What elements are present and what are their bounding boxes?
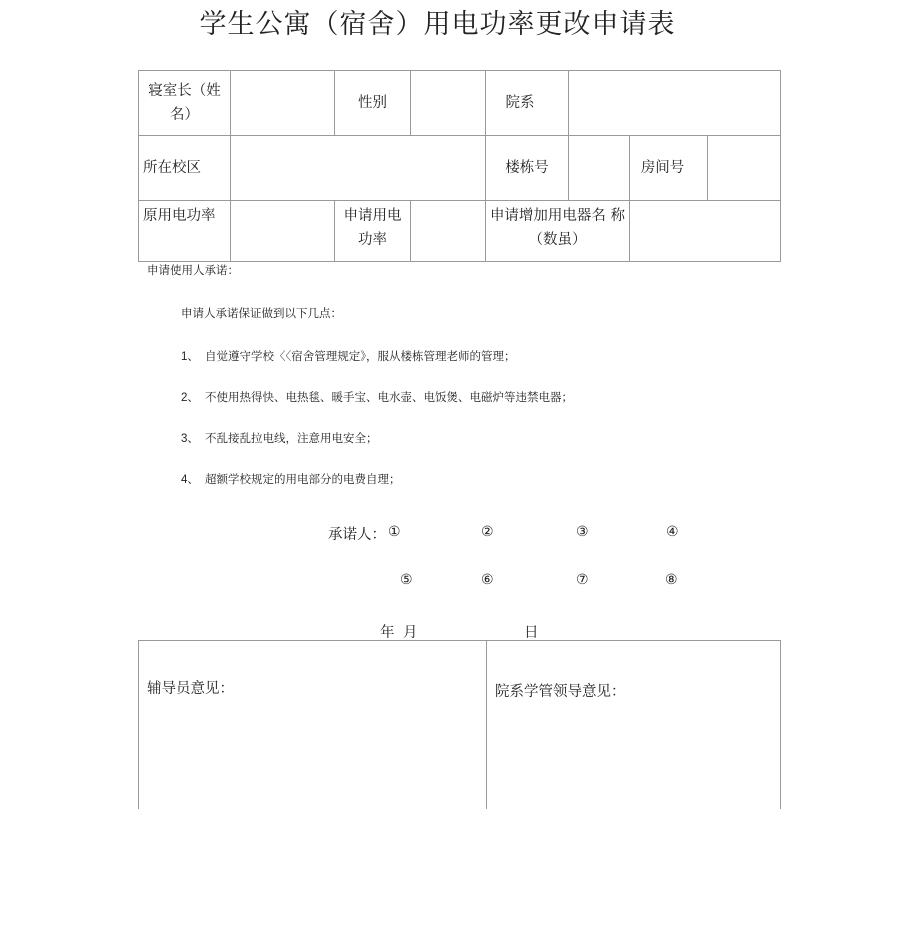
label-apply-power: 申请用电功率	[335, 201, 411, 262]
signer-slot-2[interactable]: ②	[481, 524, 494, 540]
date-day: 日	[524, 625, 539, 641]
label-campus: 所在校区	[139, 136, 231, 201]
label-gender: 性别	[335, 71, 411, 136]
field-building[interactable]	[569, 136, 630, 201]
signer-slot-8[interactable]: ⑧	[665, 572, 678, 588]
signer-slot-4[interactable]: ④	[666, 524, 679, 540]
field-room[interactable]	[708, 136, 781, 201]
pledge-item: 3、 不乱接乱拉电线，注意用电安全；	[181, 431, 378, 445]
label-add-appliance: 申请增加用电器名 称（数虽）	[486, 201, 630, 262]
field-gender[interactable]	[411, 71, 486, 136]
field-campus[interactable]	[231, 136, 486, 201]
label-department: 院系	[486, 71, 569, 136]
label-building: 楼栋号	[486, 136, 569, 201]
pledge-item: 4、 超额学校规定的用电部分的电费自理；	[181, 472, 401, 486]
label-room: 房间号	[630, 136, 708, 201]
pledge-item: 1、 自觉遵守学校〈〈宿舍管理规定》，服从楼栋管理老师的管理；	[181, 349, 516, 363]
field-original-power[interactable]	[231, 201, 335, 262]
field-head-name[interactable]	[231, 71, 335, 136]
signer-slot-1[interactable]: ①	[388, 524, 401, 540]
application-form-table	[138, 70, 781, 262]
label-original-power: 原用电功率	[139, 201, 231, 262]
field-apply-power[interactable]	[411, 201, 486, 262]
pledge-heading: 申请使用人承诺：	[147, 263, 239, 277]
signer-slot-5[interactable]: ⑤	[400, 572, 413, 588]
date-month: 月	[403, 625, 418, 641]
date-year: 年	[380, 625, 395, 641]
counselor-opinion-label: 辅导员意见：	[147, 681, 234, 697]
signer-slot-7[interactable]: ⑦	[576, 572, 589, 588]
signer-slot-6[interactable]: ⑥	[481, 572, 494, 588]
pledge-intro: 申请人承诺保证做到以下几点：	[181, 306, 342, 320]
label-head-name: 寝室长（姓名）	[139, 71, 231, 136]
opinions-divider	[486, 641, 487, 809]
signer-label: 承诺人：	[328, 527, 386, 543]
dept-leader-opinion-label: 院系学管领导意见：	[495, 684, 626, 700]
field-add-appliance[interactable]	[630, 201, 781, 262]
signer-slot-3[interactable]: ③	[576, 524, 589, 540]
page-title: 学生公寓（宿舍）用电功率更改申请表	[199, 9, 676, 40]
pledge-item: 2、 不使用热得快、电热毯、暖手宝、电水壶、电饭煲、电磁炉等违禁电器；	[181, 390, 573, 404]
field-department[interactable]	[569, 71, 781, 136]
opinions-box	[138, 640, 781, 809]
